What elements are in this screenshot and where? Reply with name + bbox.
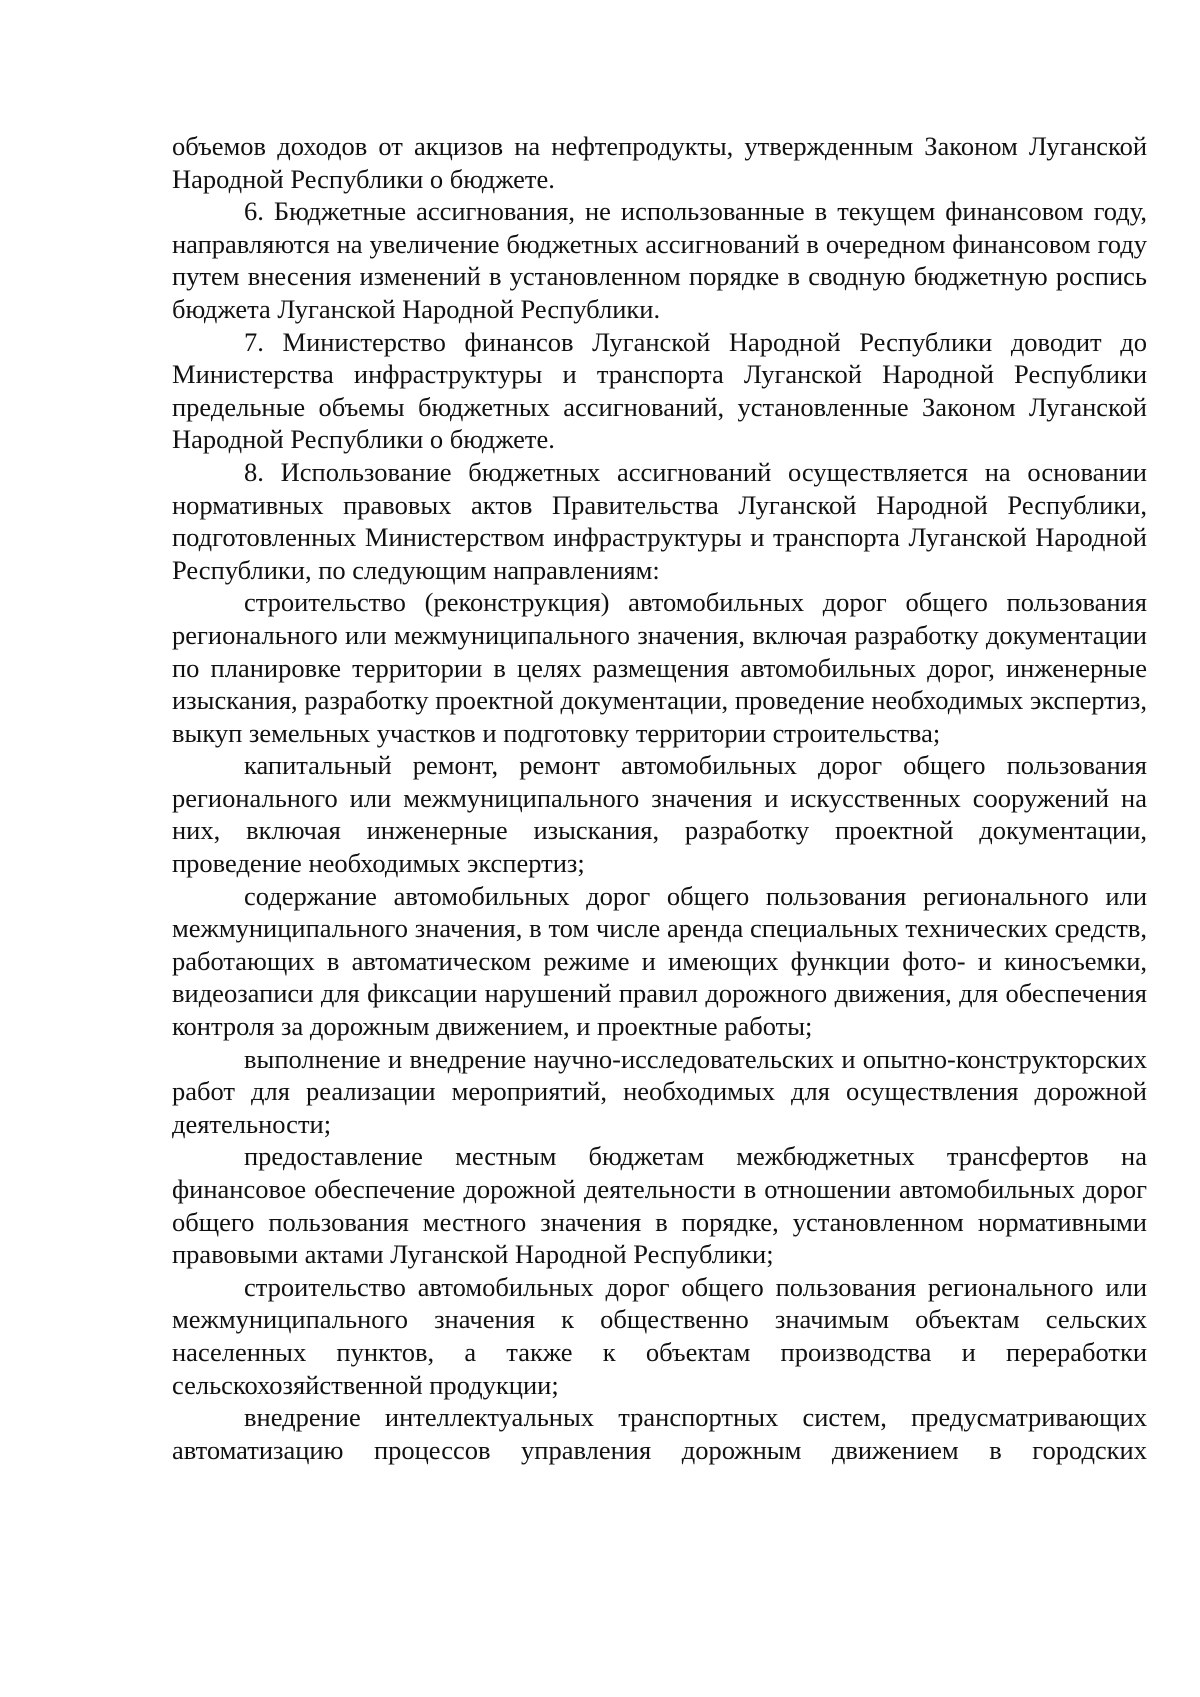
- document-page: [172, 130, 1147, 1466]
- direction-construction: строительство (реконструкция) автомобильных дорог общего пользования регионального или межмуниципального значения, включая разработку документации по планировке территории в целях размещения автомобильных дорог, инженерные изыскания, разработку проектной документации, проведение необходимых экспертиз, выкуп земельных участков и подготовку территории строительства;: [172, 587, 1147, 748]
- paragraph-item-8: 8. Использование бюджетных ассигнований осуществляется на основании нормативных правовых актов Правительства Луганской Народной Республики, подготовленных Министерством инфраструктуры и транспорта Луганской Народной Республики, по следующим направлениям:: [172, 456, 1147, 585]
- paragraph-item-7: 7. Министерство финансов Луганской Народной Республики доводит до Министерства инфраструктуры и транспорта Луганской Народной Республики предельные объемы бюджетных ассигнований, установленные Законом Луганской Народной Республики о бюджете.: [172, 326, 1147, 455]
- direction-intelligent-systems: внедрение интеллектуальных транспортных систем, предусматривающих автоматизацию процессов управления дорожным движением в городских: [172, 1402, 1147, 1465]
- direction-repair: капитальный ремонт, ремонт автомобильных дорог общего пользования регионального или межмуниципального значения и искусственных сооружений на них, включая инженерные изыскания, разработку проектной документации, проведение необходимых экспертиз;: [172, 750, 1147, 879]
- direction-transfers: предоставление местным бюджетам межбюджетных трансфертов на финансовое обеспечение дорожной деятельности в отношении автомобильных дорог общего пользования местного значения в порядке, установленном нормативными правовыми актами Луганской Народной Республики;: [172, 1141, 1147, 1270]
- paragraph-continuation: объемов доходов от акцизов на нефтепродукты, утвержденным Законом Луганской Народной Республики о бюджете.: [172, 131, 1147, 194]
- direction-research: выполнение и внедрение научно-исследовательских и опытно-конструкторских работ для реализации мероприятий, необходимых для осуществления дорожной деятельности;: [172, 1043, 1147, 1139]
- direction-maintenance: содержание автомобильных дорог общего пользования регионального или межмуниципального значения, в том числе аренда специальных технических средств, работающих в автоматическом режиме и имеющих функции фото- и киносъемки, видеозаписи для фиксации нарушений правил дорожного движения, для обеспечения контроля за дорожным движением, и проектные работы;: [172, 880, 1147, 1042]
- paragraph-item-6: 6. Бюджетные ассигнования, не использованные в текущем финансовом году, направляются на увеличение бюджетных ассигнований в очередном финансовом году путем внесения изменений в установленном порядке в сводную бюджетную роспись бюджета Луганской Народной Республики.: [172, 196, 1147, 324]
- direction-rural-roads: строительство автомобильных дорог общего пользования регионального или межмуниципального значения к общественно значимым объектам сельских населенных пунктов, а также к объектам производства и переработки сельскохозяйственной продукции;: [172, 1271, 1147, 1400]
